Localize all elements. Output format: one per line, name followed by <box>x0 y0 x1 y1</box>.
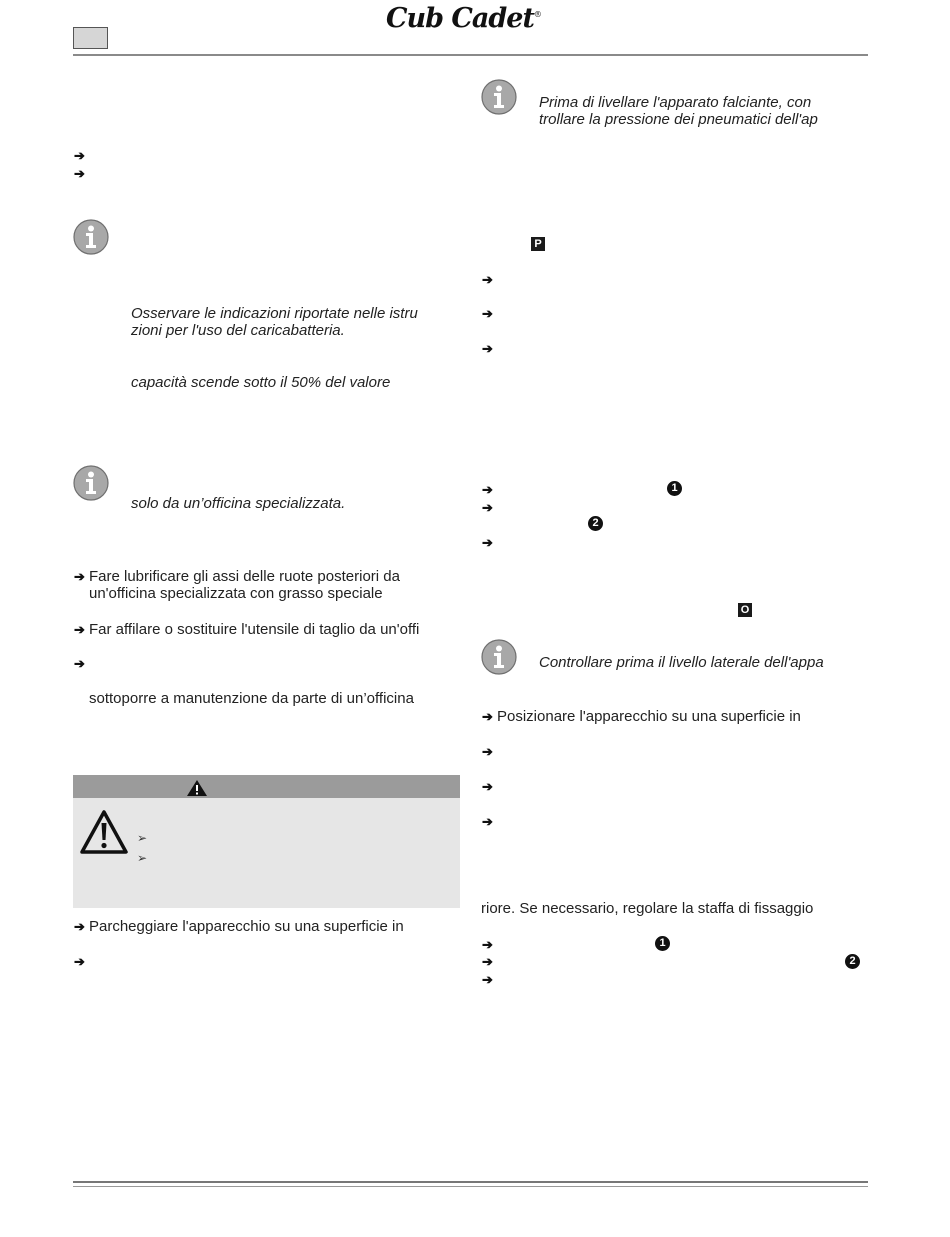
warning-header <box>73 775 460 798</box>
brand-logo <box>386 3 541 34</box>
battery-charger-note <box>131 305 418 339</box>
info-icon <box>481 79 517 115</box>
arrow-icon: ➔ <box>74 919 85 934</box>
capacity-note: capacità scende sotto il 50% del valore <box>131 374 391 391</box>
chevron-bullet-icon: ➢ <box>137 851 148 865</box>
tire-pressure-note <box>539 94 818 128</box>
lateral-level-note: Controllare prima il livello laterale dell'appa <box>539 654 824 671</box>
arrow-icon: ➔ <box>74 569 85 584</box>
arrow-icon: ➔ <box>482 779 493 794</box>
text-line: trollare la pressione dei pneumatici dell'ap <box>539 111 818 128</box>
arrow-icon: ➔ <box>482 535 493 550</box>
text-line: Osservare le indicazioni riportate nelle istru <box>131 305 418 322</box>
text-line: Fare lubrificare gli assi delle ruote posteriori da <box>89 568 400 585</box>
text-line: un'officina specializzata con grasso speciale <box>89 585 383 602</box>
brand-registered-mark: ® <box>533 10 541 19</box>
callout-number-badge: 1 <box>667 481 682 496</box>
park-step: Parcheggiare l'apparecchio su una superficie in <box>89 918 404 935</box>
arrow-icon: ➔ <box>74 622 85 637</box>
arrow-icon: ➔ <box>482 500 493 515</box>
brand-name: Cub Cadet <box>386 3 534 34</box>
info-icon <box>73 219 109 255</box>
arrow-icon: ➔ <box>482 709 493 724</box>
arrow-icon: ➔ <box>74 148 85 163</box>
arrow-icon: ➔ <box>482 814 493 829</box>
chevron-bullet-icon: ➢ <box>137 831 148 845</box>
arrow-icon: ➔ <box>482 954 493 969</box>
arrow-icon: ➔ <box>482 272 493 287</box>
operation-badge: O <box>738 603 752 617</box>
callout-number-badge: 2 <box>845 954 860 969</box>
lubricate-step <box>89 568 400 602</box>
maintenance-note: sottoporre a manutenzione da parte di un’officina <box>89 690 414 707</box>
arrow-icon: ➔ <box>74 656 85 671</box>
arrow-icon: ➔ <box>482 306 493 321</box>
warning-small-icon <box>186 779 208 797</box>
callout-number-badge: 2 <box>588 516 603 531</box>
parking-badge: P <box>531 237 545 251</box>
sharpen-blade-step: Far affilare o sostituire l'utensile di taglio da un'offi <box>89 621 420 638</box>
callout-number-badge: 1 <box>655 936 670 951</box>
position-step: Posizionare l'apparecchio su una superficie in <box>497 708 801 725</box>
warning-triangle-icon <box>79 809 129 855</box>
page-number-tab <box>73 27 108 49</box>
footer-rule <box>73 1181 868 1183</box>
bracket-adjust-note: riore. Se necessario, regolare la staffa di fissaggio <box>481 900 814 917</box>
warning-body <box>73 798 460 908</box>
info-icon <box>481 639 517 675</box>
arrow-icon: ➔ <box>74 954 85 969</box>
arrow-icon: ➔ <box>482 972 493 987</box>
arrow-icon: ➔ <box>482 937 493 952</box>
arrow-icon: ➔ <box>482 482 493 497</box>
text-line: Prima di livellare l'apparato falciante, con <box>539 94 812 111</box>
arrow-icon: ➔ <box>482 744 493 759</box>
info-icon <box>73 465 109 501</box>
workshop-note: solo da un’officina specializzata. <box>131 495 346 512</box>
arrow-icon: ➔ <box>482 341 493 356</box>
footer-rule-thin <box>73 1186 868 1187</box>
text-line: zioni per l'uso del caricabatteria. <box>131 322 345 339</box>
arrow-icon: ➔ <box>74 166 85 181</box>
header-rule <box>73 54 868 56</box>
